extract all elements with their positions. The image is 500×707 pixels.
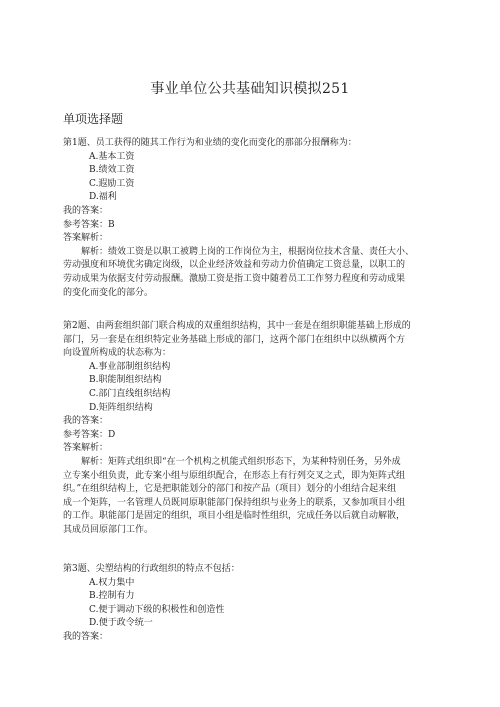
reference-label: 参考答案： (63, 429, 109, 440)
question-3 (63, 563, 437, 645)
question-stem: 第1题、员工获得的随其工作行为和业绩的变化而变化的那部分报酬称为： (63, 138, 357, 148)
option-d: D.矩阵组织结构 (89, 402, 153, 413)
option-c: C.遐励工资 (89, 178, 135, 189)
question-stem: 向设置所构成的状态称为： (63, 348, 172, 359)
option-a: A.事业部制组织结构 (89, 361, 171, 372)
question-stem: 部门，另一套是在组织特定业务基础上形成的部门，这两个部门在组织中以纵横两个方 (63, 334, 406, 345)
page-title: 事业单位公共基础知识模拟251 (150, 81, 350, 97)
question-2 (63, 320, 437, 538)
analysis-line: 的工作。职能部门是固定的组织，项目小组是临时性组织，完成任务以后就自动解散， (63, 511, 406, 522)
analysis-label: 答案解析： (63, 233, 109, 244)
my-answer-label: 我的答案： (63, 416, 109, 427)
my-answer-label: 我的答案： (63, 205, 109, 216)
question-stem: 第2题、由两套组织部门联合构成的双重组织结构，其中一套是在组织职能基础上形成的 (63, 321, 411, 331)
analysis-line: 劳动成果为依据支付劳动报酬。激励工资是指工资中随着员工工作努力程度和劳动成果 (63, 273, 406, 284)
question-stem: 第3题、尖塑结构的行政组织的特点不包括： (63, 564, 240, 574)
analysis-line: 成一个矩阵，一名管理人员既同原职能部门保持组织与业务上的联系，又参加项目小组 (63, 497, 406, 508)
analysis-line: 的变化而变化的部分。 (63, 287, 154, 298)
option-d: D.便于政令统一 (89, 618, 153, 629)
option-d: D.福利 (89, 192, 117, 203)
analysis-line: 其成员回原部门工作。 (63, 524, 154, 535)
option-c: C.部门直线组织结构 (89, 388, 171, 399)
option-a: A.基本工资 (89, 151, 135, 162)
reference-value: D (108, 429, 116, 440)
question-1 (63, 137, 437, 300)
analysis-line: 立专案小组负责，此专案小组与原组织配合，在形态上有行列交叉之式，即为矩阵式组 (63, 470, 406, 481)
option-b: B.绩效工资 (89, 165, 135, 176)
reference-label: 参考答案： (63, 219, 109, 230)
reference-value: B (108, 219, 115, 230)
section-heading: 单项选择题 (63, 112, 124, 126)
option-b: B.职能制组织结构 (89, 375, 162, 386)
reference-answer (63, 429, 437, 443)
analysis-line: 解析：矩阵式组织即“在一个机构之机能式组织形态下，为某种特别任务，另外成 (81, 456, 401, 467)
reference-answer (63, 219, 437, 233)
option-c: C.便于调动下级的积极性和创造性 (89, 604, 225, 615)
option-a: A.权力集中 (89, 577, 135, 588)
analysis-line: 织。”在组织结构上，它是把职能划分的部门和按产品（项目）划分的小组结合起来组 (63, 484, 397, 495)
my-answer-label: 我的答案： (63, 631, 109, 642)
analysis-line: 劳动强度和环境优劣确定岗级，以企业经济效益和劳动力价值确定工资总量，以职工的 (63, 260, 406, 271)
analysis-label: 答案解析： (63, 443, 109, 454)
analysis-line: 解析：绩效工资是以职工被聘上岗的工作岗位为主，根据岗位技术含量、责任大小、 (81, 246, 415, 257)
option-b: B.控制有力 (89, 591, 135, 602)
